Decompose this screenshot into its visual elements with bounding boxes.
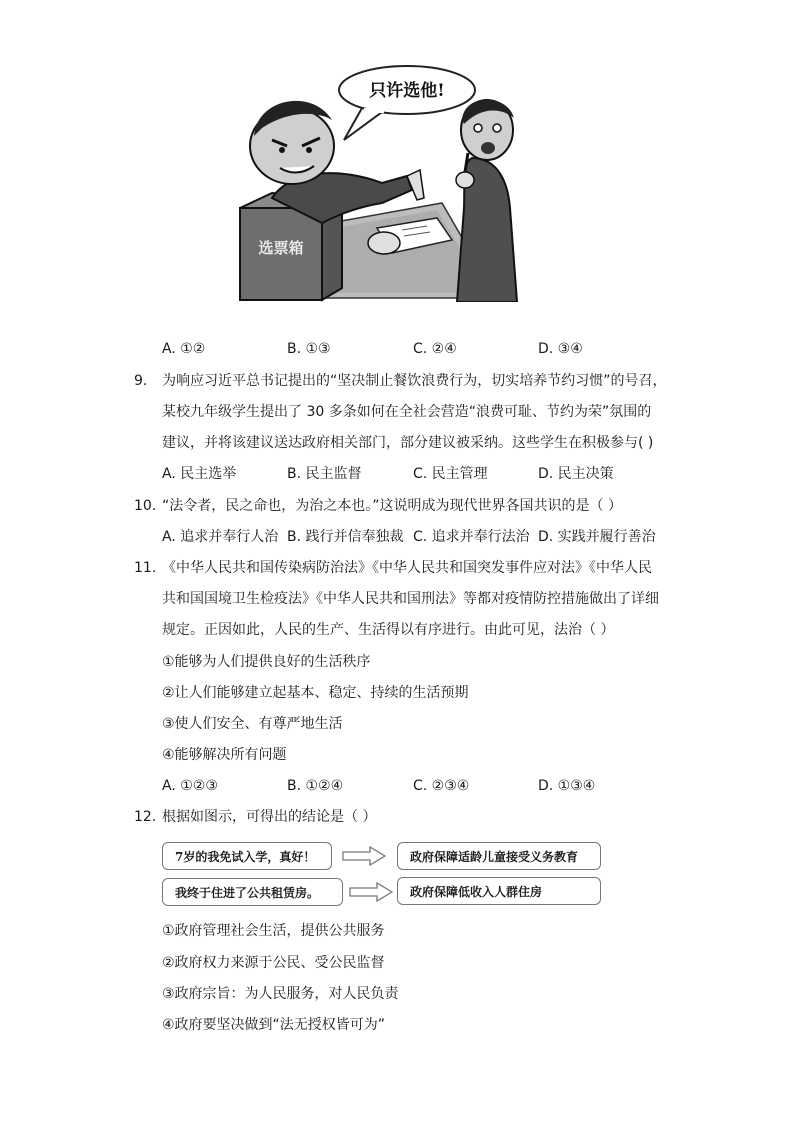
flow-arrow-2-icon	[349, 882, 393, 902]
q10-stem-line-1: “法令者，民之命也，为治之本也。”这说明成为现代世界各国共识的是（ ）	[162, 498, 622, 514]
ballot-box-label: 选票箱	[258, 239, 304, 257]
q11-stem-line-3: 规定。正因如此，人民的生产、生活得以有序进行。由此可见，法治（ ）	[162, 622, 615, 638]
q12-statement-4: ④政府要坚决做到“法无授权皆可为”	[162, 1017, 386, 1033]
q9-option-c: C. 民主管理	[413, 466, 488, 482]
flow-arrow-1-icon	[342, 846, 386, 866]
q9-option-a: A. 民主选举	[162, 466, 237, 482]
flow-box-left-1: 7岁的我免试入学，真好！	[162, 842, 332, 870]
q9-stem-line-1: 为响应习近平总书记提出的“坚决制止餐饮浪费行为，切实培养节约习惯”的号召，	[162, 373, 667, 389]
q12-stem-line-1: 根据如图示，可得出的结论是（ ）	[162, 809, 377, 825]
q11-option-c: C. ②③④	[413, 778, 470, 794]
q8-option-a: A. ①②	[162, 341, 206, 357]
q10-option-c: C. 追求并奉行法治	[413, 529, 530, 545]
q12-statement-2: ②政府权力来源于公民、受公民监督	[162, 955, 385, 971]
q11-stem-line-2: 共和国国境卫生检疫法》《中华人民共和国刑法》等都对疫情防控措施做出了详细	[162, 591, 659, 607]
voting-cartoon	[232, 58, 524, 302]
q10-option-d: D. 实践并履行善治	[538, 529, 656, 545]
q11-option-a: A. ①②③	[162, 778, 218, 794]
q10-option-b: B. 践行并信奉独裁	[287, 529, 404, 545]
q11-stem-line-1: 《中华人民共和国传染病防治法》《中华人民共和国突发事件应对法》《中华人民	[162, 560, 652, 576]
q11-statement-2: ②让人们能够建立起基本、稳定、持续的生活预期	[162, 685, 469, 701]
q10-number: 10.	[134, 498, 157, 514]
q9-option-d: D. 民主决策	[538, 466, 614, 482]
q9-option-b: B. 民主监督	[287, 466, 362, 482]
q8-option-b: B. ①③	[287, 341, 331, 357]
q11-number: 11.	[134, 560, 157, 576]
speech-bubble-text: 只许选他!	[369, 81, 445, 101]
q11-statement-1: ①能够为人们提供良好的生活秩序	[162, 654, 371, 670]
q9-stem-line-2: 某校九年级学生提出了 30 多条如何在全社会营造“浪费可耻、节约为荣”氛围的	[162, 404, 652, 420]
q9-number: 9.	[134, 373, 148, 389]
q11-option-d: D. ①③④	[538, 778, 596, 794]
q8-option-c: C. ②④	[413, 341, 457, 357]
flow-box-left-2: 我终于住进了公共租赁房。	[162, 878, 343, 906]
q8-option-d: D. ③④	[538, 341, 583, 357]
q11-statement-4: ④能够解决所有问题	[162, 747, 287, 763]
q9-stem-line-3: 建议，并将该建议送达政府相关部门，部分建议被采纳。这些学生在积极参与( )	[162, 435, 654, 451]
flow-box-right-2: 政府保障低收入人群住房	[397, 877, 601, 905]
flow-box-right-1: 政府保障适龄儿童接受义务教育	[397, 842, 601, 870]
q12-number: 12.	[134, 809, 157, 825]
q11-statement-3: ③使人们安全、有尊严地生活	[162, 716, 343, 732]
q12-statement-1: ①政府管理社会生活，提供公共服务	[162, 923, 385, 939]
q11-option-b: B. ①②④	[287, 778, 344, 794]
q10-option-a: A. 追求并奉行人治	[162, 529, 279, 545]
q12-statement-3: ③政府宗旨：为人民服务，对人民负责	[162, 986, 399, 1002]
